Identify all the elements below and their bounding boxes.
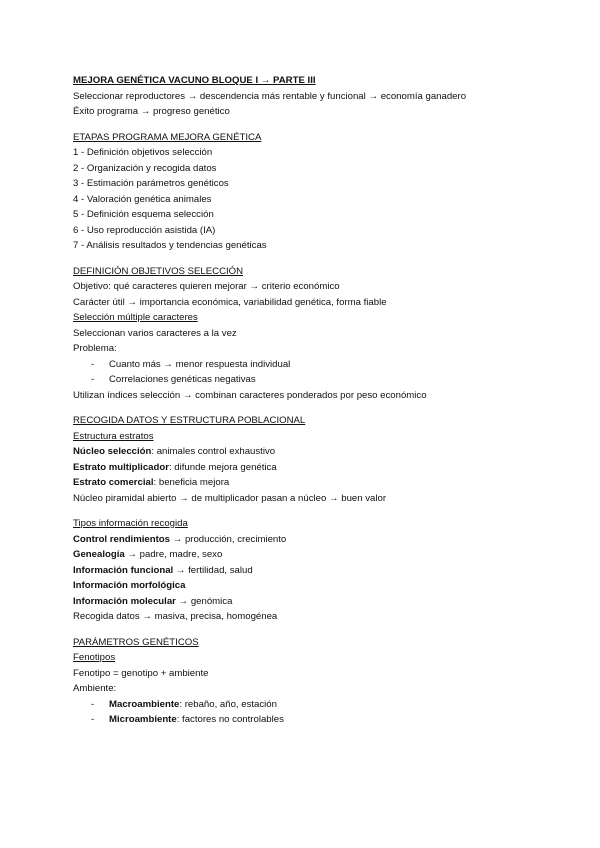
bullet-label: Microambiente [109, 714, 177, 725]
definicion-line-1: Objetivo: qué caracteres quieren mejorar → criterio económico [73, 281, 340, 292]
bullet-label: Macroambiente [109, 698, 180, 710]
document-content [73, 73, 573, 728]
tipo-line [73, 532, 573, 548]
tipo-line [73, 578, 573, 594]
estrato-label: Estrato comercial [73, 477, 154, 488]
tipo-label: Información funcional [73, 564, 174, 576]
dash-bullet: - [91, 714, 95, 725]
parametros-subheading: Fenotipos [73, 652, 116, 663]
intro-line-2: Éxito programa → progreso genético [73, 106, 230, 117]
definicion-line-2: Carácter útil → importancia económica, variabilidad genética, forma fiable [73, 296, 387, 308]
dash-bullet: - [91, 698, 95, 710]
intro-line-1: Seleccionar reproductores → descendencia más rentable y funcional → economía ganadero [73, 90, 467, 102]
definicion-subheading: Selección múltiple caracteres [73, 312, 198, 323]
estrato-text: : difunde mejora genética [168, 461, 277, 473]
definicion-line-4: Problema: [73, 343, 117, 354]
etapa-item: 4 - Valoración genética animales [73, 193, 212, 205]
dash-bullet: - [91, 358, 95, 370]
list-item [73, 712, 573, 728]
tipo-line [73, 547, 573, 563]
dash-bullet: - [91, 374, 95, 385]
bullet-text: : rebaño, año, estación [179, 698, 277, 710]
estrato-line [73, 444, 573, 460]
document-title: MEJORA GENÉTICA VACUNO BLOQUE I → PARTE III [73, 75, 316, 86]
definicion-heading: DEFINICIÓN OBJETIVOS SELECCIÓN [73, 265, 244, 277]
tipo-line [73, 594, 573, 610]
etapa-item: 5 - Definición esquema selección [73, 209, 214, 220]
definicion-line-5: Utilizan índices selección → combinan caracteres ponderados por peso económico [73, 389, 427, 401]
tipos-line-1: Recogida datos → masiva, precisa, homogénea [73, 611, 278, 622]
list-item [73, 372, 573, 388]
estrato-text: : beneficia mejora [153, 477, 230, 488]
etapa-item: 2 - Organización y recogida datos [73, 162, 217, 174]
recogida-heading: RECOGIDA DATOS Y ESTRUCTURA POBLACIONAL [73, 415, 306, 426]
tipo-text: → genómica [175, 595, 233, 607]
tipo-text: → producción, crecimiento [170, 533, 287, 545]
estrato-label: Núcleo selección [73, 446, 152, 457]
recogida-subheading: Estructura estratos [73, 430, 154, 442]
tipos-subheading: Tipos información recogida [73, 518, 188, 529]
tipo-text: → padre, madre, sexo [124, 549, 223, 560]
tipo-text: → fertilidad, salud [173, 564, 253, 576]
estrato-line [73, 460, 573, 476]
etapa-item: 7 - Análisis resultados y tendencias genéticas [73, 240, 267, 251]
list-item [73, 697, 573, 713]
parametros-heading: PARÁMETROS GENÉTICOS [73, 636, 199, 648]
definicion-line-3: Seleccionan varios caracteres a la vez [73, 327, 237, 339]
tipo-label: Control rendimientos [73, 533, 171, 545]
bullet-text: Cuanto más → menor respuesta individual [109, 358, 291, 370]
tipo-line [73, 563, 573, 579]
parametros-line-1: Fenotipo = genotipo + ambiente [73, 667, 209, 679]
etapa-item: 1 - Definición objetivos selección [73, 147, 213, 158]
etapa-item: 3 - Estimación parámetros genéticos [73, 178, 229, 189]
tipo-label: Información molecular [73, 595, 176, 607]
recogida-line-1: Núcleo piramidal abierto → de multiplicador pasan a núcleo → buen valor [73, 492, 387, 504]
parametros-line-2: Ambiente: [73, 683, 117, 694]
estrato-text: : animales control exhaustivo [151, 446, 276, 457]
list-item [73, 357, 573, 373]
estrato-line [73, 475, 573, 491]
etapa-item: 6 - Uso reproducción asistida (IA) [73, 224, 216, 236]
bullet-text: : factores no controlables [176, 714, 284, 725]
etapas-heading: ETAPAS PROGRAMA MEJORA GENÉTICA [73, 131, 262, 143]
estrato-label: Estrato multiplicador [73, 461, 169, 473]
tipo-label: Genealogía [73, 549, 125, 560]
bullet-text: Correlaciones genéticas negativas [109, 374, 256, 385]
tipo-label: Información morfológica [73, 580, 186, 591]
